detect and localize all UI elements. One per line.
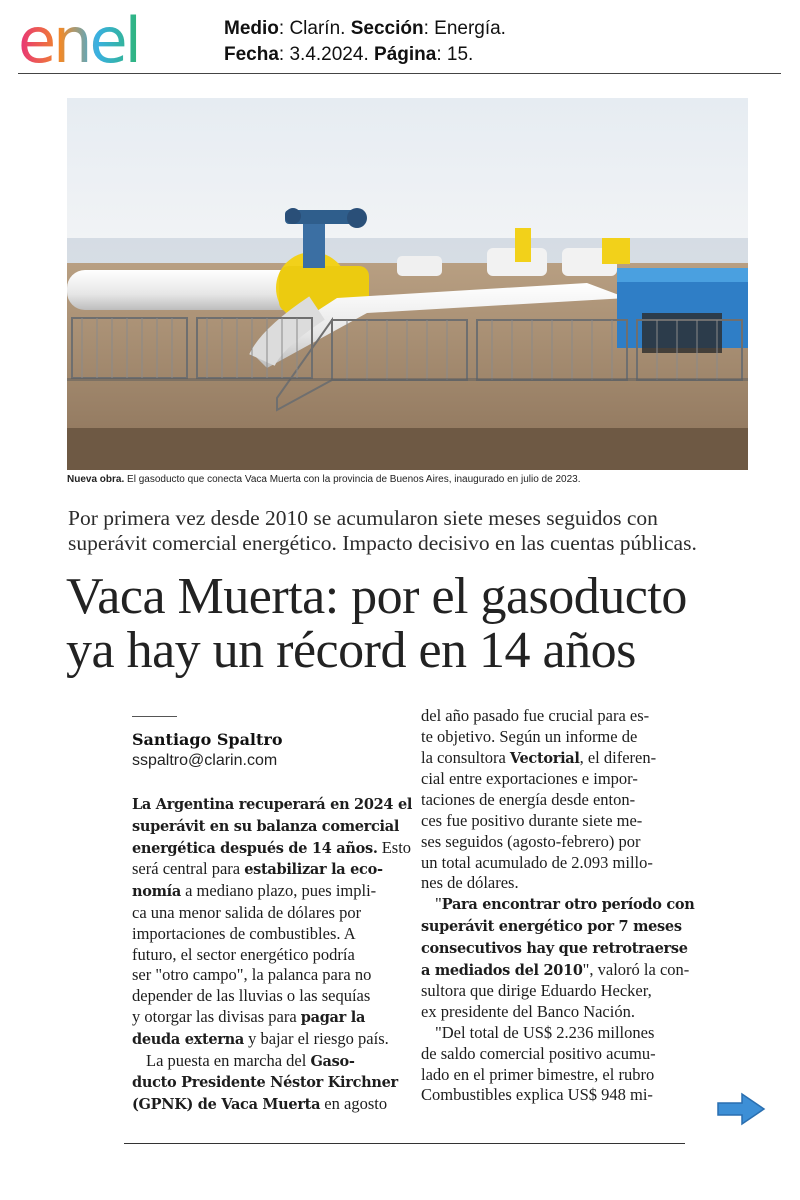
text-line: y otorgar las divisas para pagar la — [132, 1006, 366, 1026]
text-line: superávit energético por 7 meses — [421, 917, 682, 935]
text-line: de saldo comercial positivo acumu- — [421, 1043, 656, 1063]
photo-caption: Nueva obra. El gasoducto que conecta Vaca Muerta con la provincia de Buenos Aires, inaugurado en julio de 2023. — [67, 474, 581, 485]
text-line: futuro, el sector energético podría — [132, 944, 355, 964]
kicker-line: Por primera vez desde 2010 se acumularon siete meses seguidos con — [68, 506, 658, 530]
text-line: nomía a mediano plazo, pues impli- — [132, 881, 377, 901]
text-line: ser "otro campo", la palanca para no — [132, 965, 372, 985]
text-line: deuda externa y bajar el riesgo país. — [132, 1028, 389, 1048]
article-kicker — [68, 506, 768, 556]
text-line: superávit en su balanza comercial — [132, 817, 400, 835]
text-line: (GPNK) de Vaca Muerta en agosto — [132, 1094, 388, 1114]
meta-line-2: Fecha: 3.4.2024. Página: 15. — [224, 44, 474, 65]
text-line: La puesta en marcha del Gaso- — [146, 1050, 355, 1070]
arrow-right-icon[interactable] — [716, 1092, 766, 1126]
text-line: a mediados del 2010", valoró la con- — [421, 959, 690, 979]
byline-rule — [132, 716, 177, 717]
text-line: importaciones de combustibles. A — [132, 923, 356, 943]
text-line: "Del total de US$ 2.236 millones — [435, 1022, 655, 1042]
header-meta — [224, 16, 506, 68]
text-line: ex presidente del Banco Nación. — [421, 1002, 635, 1022]
header-divider — [18, 73, 781, 74]
svg-text:enel: enel — [18, 6, 139, 70]
headline-line: ya hay un récord en 14 años — [66, 622, 636, 679]
text-line: La Argentina recuperará en 2024 el — [132, 796, 413, 813]
text-line: consecutivos hay que retrotraerse — [421, 939, 688, 957]
text-line: sultora que dirige Eduardo Hecker, — [421, 981, 652, 1001]
text-line: nes de dólares. — [421, 873, 519, 893]
text-line: ducto Presidente Néstor Kirchner — [132, 1074, 398, 1092]
meta-line-1: Medio: Clarín. Sección: Energía. — [224, 18, 506, 39]
text-line: cial entre exportaciones e impor- — [421, 769, 638, 789]
enel-logo — [16, 6, 194, 70]
text-line: Combustibles explica US$ 948 mi- — [421, 1085, 653, 1105]
text-line: te objetivo. Según un informe de — [421, 726, 638, 746]
text-line: "Para encontrar otro período con — [435, 894, 695, 914]
kicker-line: superávit comercial energético. Impacto decisivo en las cuentas públicas. — [68, 531, 697, 555]
headline-line: Vaca Muerta: por el gasoducto — [66, 568, 687, 625]
author-name: Santiago Spaltro — [132, 730, 283, 749]
article-column-1 — [132, 794, 413, 1116]
text-line: del año pasado fue crucial para es- — [421, 706, 650, 725]
text-line: ca una menor salida de dólares por — [132, 902, 362, 922]
text-line: lado en el primer bimestre, el rubro — [421, 1064, 655, 1084]
text-line: la consultora Vectorial, el diferen- — [421, 747, 657, 767]
footer-divider — [124, 1143, 685, 1144]
article-column-2 — [421, 706, 695, 1106]
author-email: sspaltro@clarin.com — [132, 752, 278, 769]
text-line: un total acumulado de 2.093 millo- — [421, 852, 653, 872]
text-line: energética después de 14 años. Esto — [132, 837, 412, 857]
text-line: será central para estabilizar la eco- — [132, 859, 383, 879]
article-headline — [66, 570, 786, 678]
gas-pipeline-photo — [67, 98, 748, 470]
text-line: depender de las lluvias o las sequías — [132, 986, 371, 1006]
text-line: ses seguidos (agosto-febrero) por — [421, 831, 641, 851]
text-line: taciones de energía desde enton- — [421, 790, 636, 810]
text-line: ces fue positivo durante siete me- — [421, 810, 643, 830]
